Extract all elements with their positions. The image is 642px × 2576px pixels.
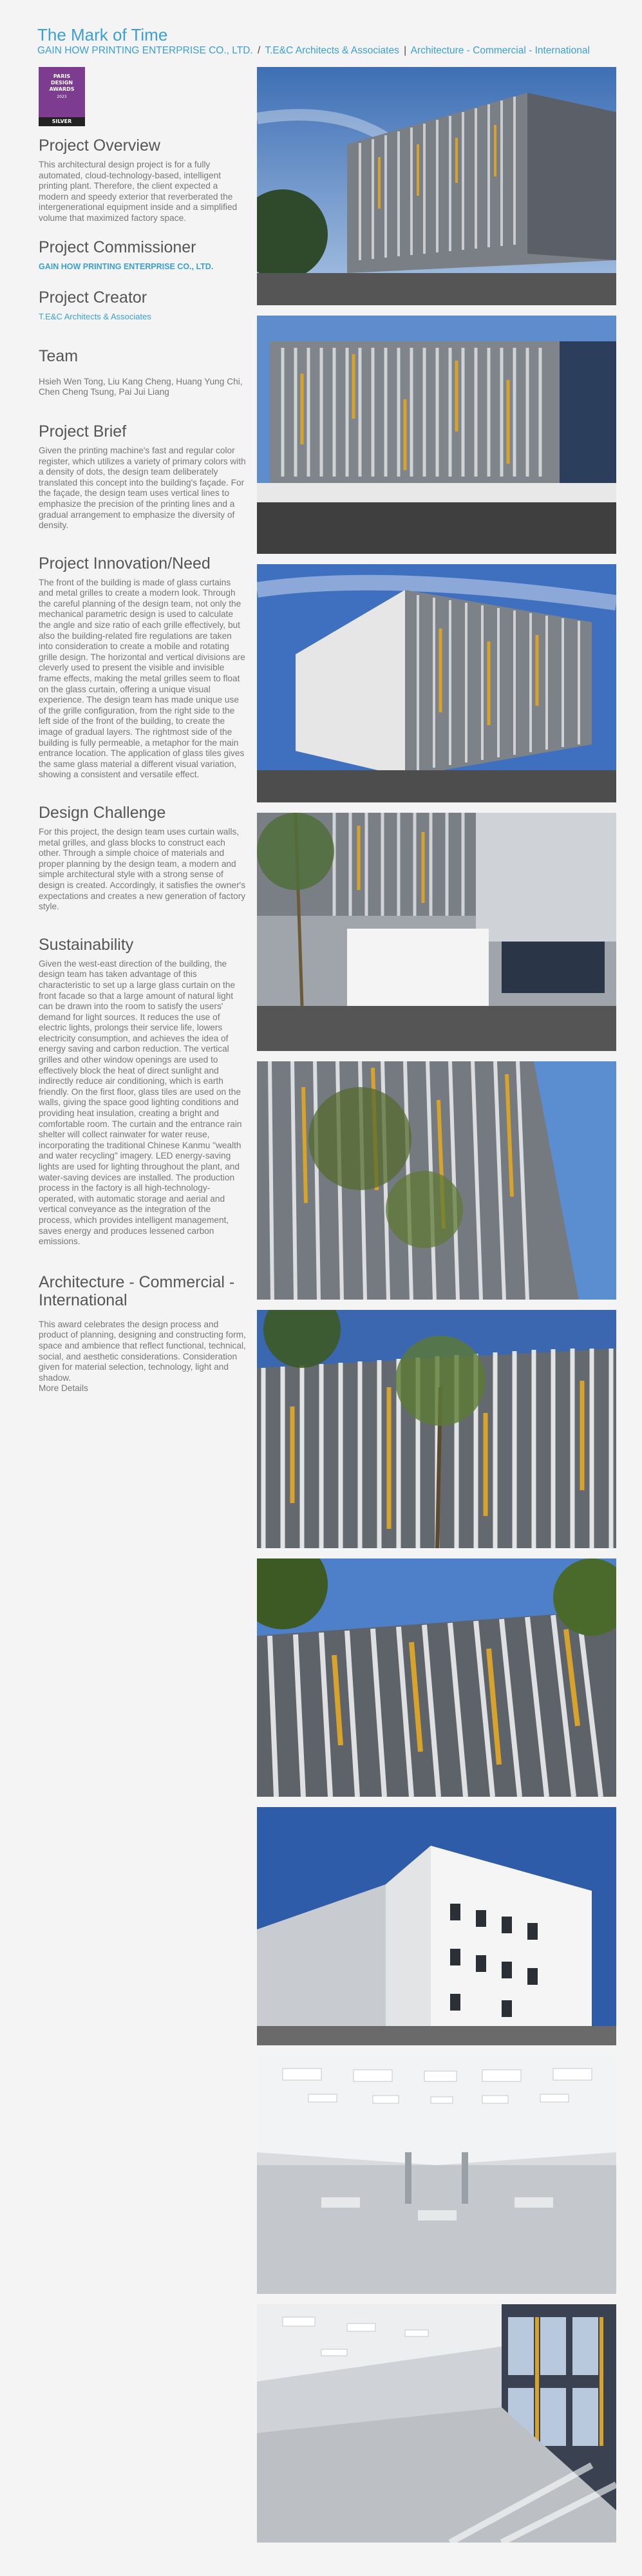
section-heading: Project Brief bbox=[39, 422, 127, 440]
section-heading: Project Commissioner bbox=[39, 238, 196, 256]
section-sustainability bbox=[39, 936, 246, 1247]
section-category bbox=[39, 1273, 246, 1394]
section-text: Hsieh Wen Tong, Liu Kang Cheng, Huang Yung Chi, Chen Cheng Tsung, Pai Jui Liang bbox=[39, 376, 243, 397]
section-heading: Design Challenge bbox=[39, 803, 166, 822]
section-innovation bbox=[39, 554, 246, 781]
building-photo-grilles-upward[interactable] bbox=[257, 1558, 616, 1797]
building-photo-white-side[interactable] bbox=[257, 1807, 616, 2045]
section-heading: Team bbox=[39, 346, 79, 365]
separator: | bbox=[404, 45, 407, 56]
project-details bbox=[39, 137, 246, 1407]
page-title: The Mark of Time bbox=[37, 25, 168, 45]
category-link[interactable]: Architecture - Commercial - International bbox=[410, 45, 590, 56]
photo-gallery bbox=[257, 67, 616, 2553]
building-photo-grilles-closeup[interactable] bbox=[257, 1310, 616, 1548]
section-overview bbox=[39, 137, 246, 224]
commissioner-link[interactable]: GAIN HOW PRINTING ENTERPRISE CO., LTD. bbox=[39, 261, 214, 271]
architect-link[interactable]: T.E&C Architects & Associates bbox=[265, 45, 399, 56]
building-photo-exterior-angle[interactable] bbox=[257, 67, 616, 305]
section-heading: Project Overview bbox=[39, 137, 160, 155]
section-text: For this project, the design team uses curtain walls, metal grilles, and glass blocks to construct each other. Through a simple choice of materials and proper planning by the design team, a modern and simple architectural style with a strong sense of design is created. Accordingly, it satisfies the owner's expectations and creates a new generation of factory style. bbox=[39, 826, 246, 912]
section-heading: Architecture - Commercial - International bbox=[39, 1273, 235, 1309]
section-team bbox=[39, 347, 246, 398]
creator-link[interactable]: T.E&C Architects & Associates bbox=[39, 312, 151, 322]
badge-year: 2023 bbox=[57, 95, 67, 99]
building-photo-facade-grilles-tree[interactable] bbox=[257, 1061, 616, 1300]
section-creator bbox=[39, 289, 246, 323]
section-brief bbox=[39, 422, 246, 531]
badge-line: PARIS bbox=[53, 73, 71, 79]
award-badge bbox=[39, 67, 85, 126]
more-details-link[interactable]: More Details bbox=[39, 1383, 88, 1394]
section-commissioner bbox=[39, 238, 246, 272]
building-photo-interior-windows[interactable] bbox=[257, 2304, 616, 2543]
badge-level: SILVER bbox=[39, 117, 85, 126]
building-photo-interior-hall[interactable] bbox=[257, 2056, 616, 2294]
section-text: The front of the building is made of glass curtains and metal grilles to create a modern look. Through the careful planning of the design team, not only the mechanical parametric design is used to calculate the angle and size ratio of each grille effectively, but also the building-related fire regulations are taken into consideration to create a mobile and rotating grille design. The horizontal and vertical divisions are cleverly used to present the visible and invisible frame effects, making the metal grilles seem to float on the glass curtain, offering a unique visual experience. The design team has made unique use of the grille configuration, from the right side to the left side of the front of the building, to create the image of gradual layers. The rightmost side of the building is fully permeable, a metaphor for the main entrance location. The application of glass tiles gives the same glass material a different visual variation, showing a consistent and versatile effect. bbox=[39, 577, 245, 780]
section-text: Given the printing machine's fast and regular color register, which utilizes a variety of primary colors with a density of dots, the design team deliberately translated this concept into the building's façade. For the façade, the design team uses vertical lines to emphasize the precision of the printing lines and a gradual arrangement to emphasize the diversity of density. bbox=[39, 445, 246, 531]
section-challenge bbox=[39, 804, 246, 913]
section-text: This award celebrates the design process and product of planning, designing and constructing form, space and ambience that reflect functional, technical, social, and aesthetic considerations. Consideration given for material selection, technology, light and shadow. bbox=[39, 1319, 246, 1383]
section-heading: Project Creator bbox=[39, 289, 147, 307]
section-heading: Sustainability bbox=[39, 935, 134, 954]
section-text: This architectural design project is for a fully automated, cloud-technology-based, intelligent printing plant. Therefore, the client expected a modern and speedy exterior that reverberated the intergenerational equipment inside and a simplified volume that maximized factory space. bbox=[39, 160, 238, 223]
badge-line: AWARDS bbox=[49, 86, 75, 92]
client-link[interactable]: GAIN HOW PRINTING ENTERPRISE CO., LTD. bbox=[37, 45, 253, 56]
building-photo-entrance[interactable] bbox=[257, 813, 616, 1051]
separator: / bbox=[258, 45, 261, 56]
section-heading: Project Innovation/Need bbox=[39, 554, 211, 573]
section-text: Given the west-east direction of the building, the design team has taken advantage of this characteristic to set up a large glass curtain on the front facade so that a large amount of natural light can be drawn into the room to satisfy the users' demand for light sources. It reduces the use of electric lights, prolongs their service life, lowers electricity consumption, and achieves the idea of energy saving and carbon reduction. The vertical grilles and other window openings are used to effectively block the heat of direct sunlight and indirectly reduce air conditioning, which is earth friendly. On the first floor, glass tiles are used on the walls, giving the space good lighting conditions and providing heat insulation, creating a bright and comfortable room. The curtain and the entrance rain shelter will collect rainwater for water reuse, incorporating the traditional Chinese Kanmu "wealth and water recycling" imagery. LED energy-saving lights are used for lighting throughout the plant, and water-saving devices are installed. The production process in the factory is all high-technology-operated, with automatic storage and aerial and vertical conveyance as the integration of the process, which provides intelligent management, saves energy and produces lessened carbon emissions. bbox=[39, 958, 242, 1247]
badge-line: DESIGN bbox=[50, 80, 73, 86]
building-photo-front-elevation[interactable] bbox=[257, 316, 616, 554]
subheader-links bbox=[37, 45, 590, 57]
building-photo-corner-view[interactable] bbox=[257, 564, 616, 802]
